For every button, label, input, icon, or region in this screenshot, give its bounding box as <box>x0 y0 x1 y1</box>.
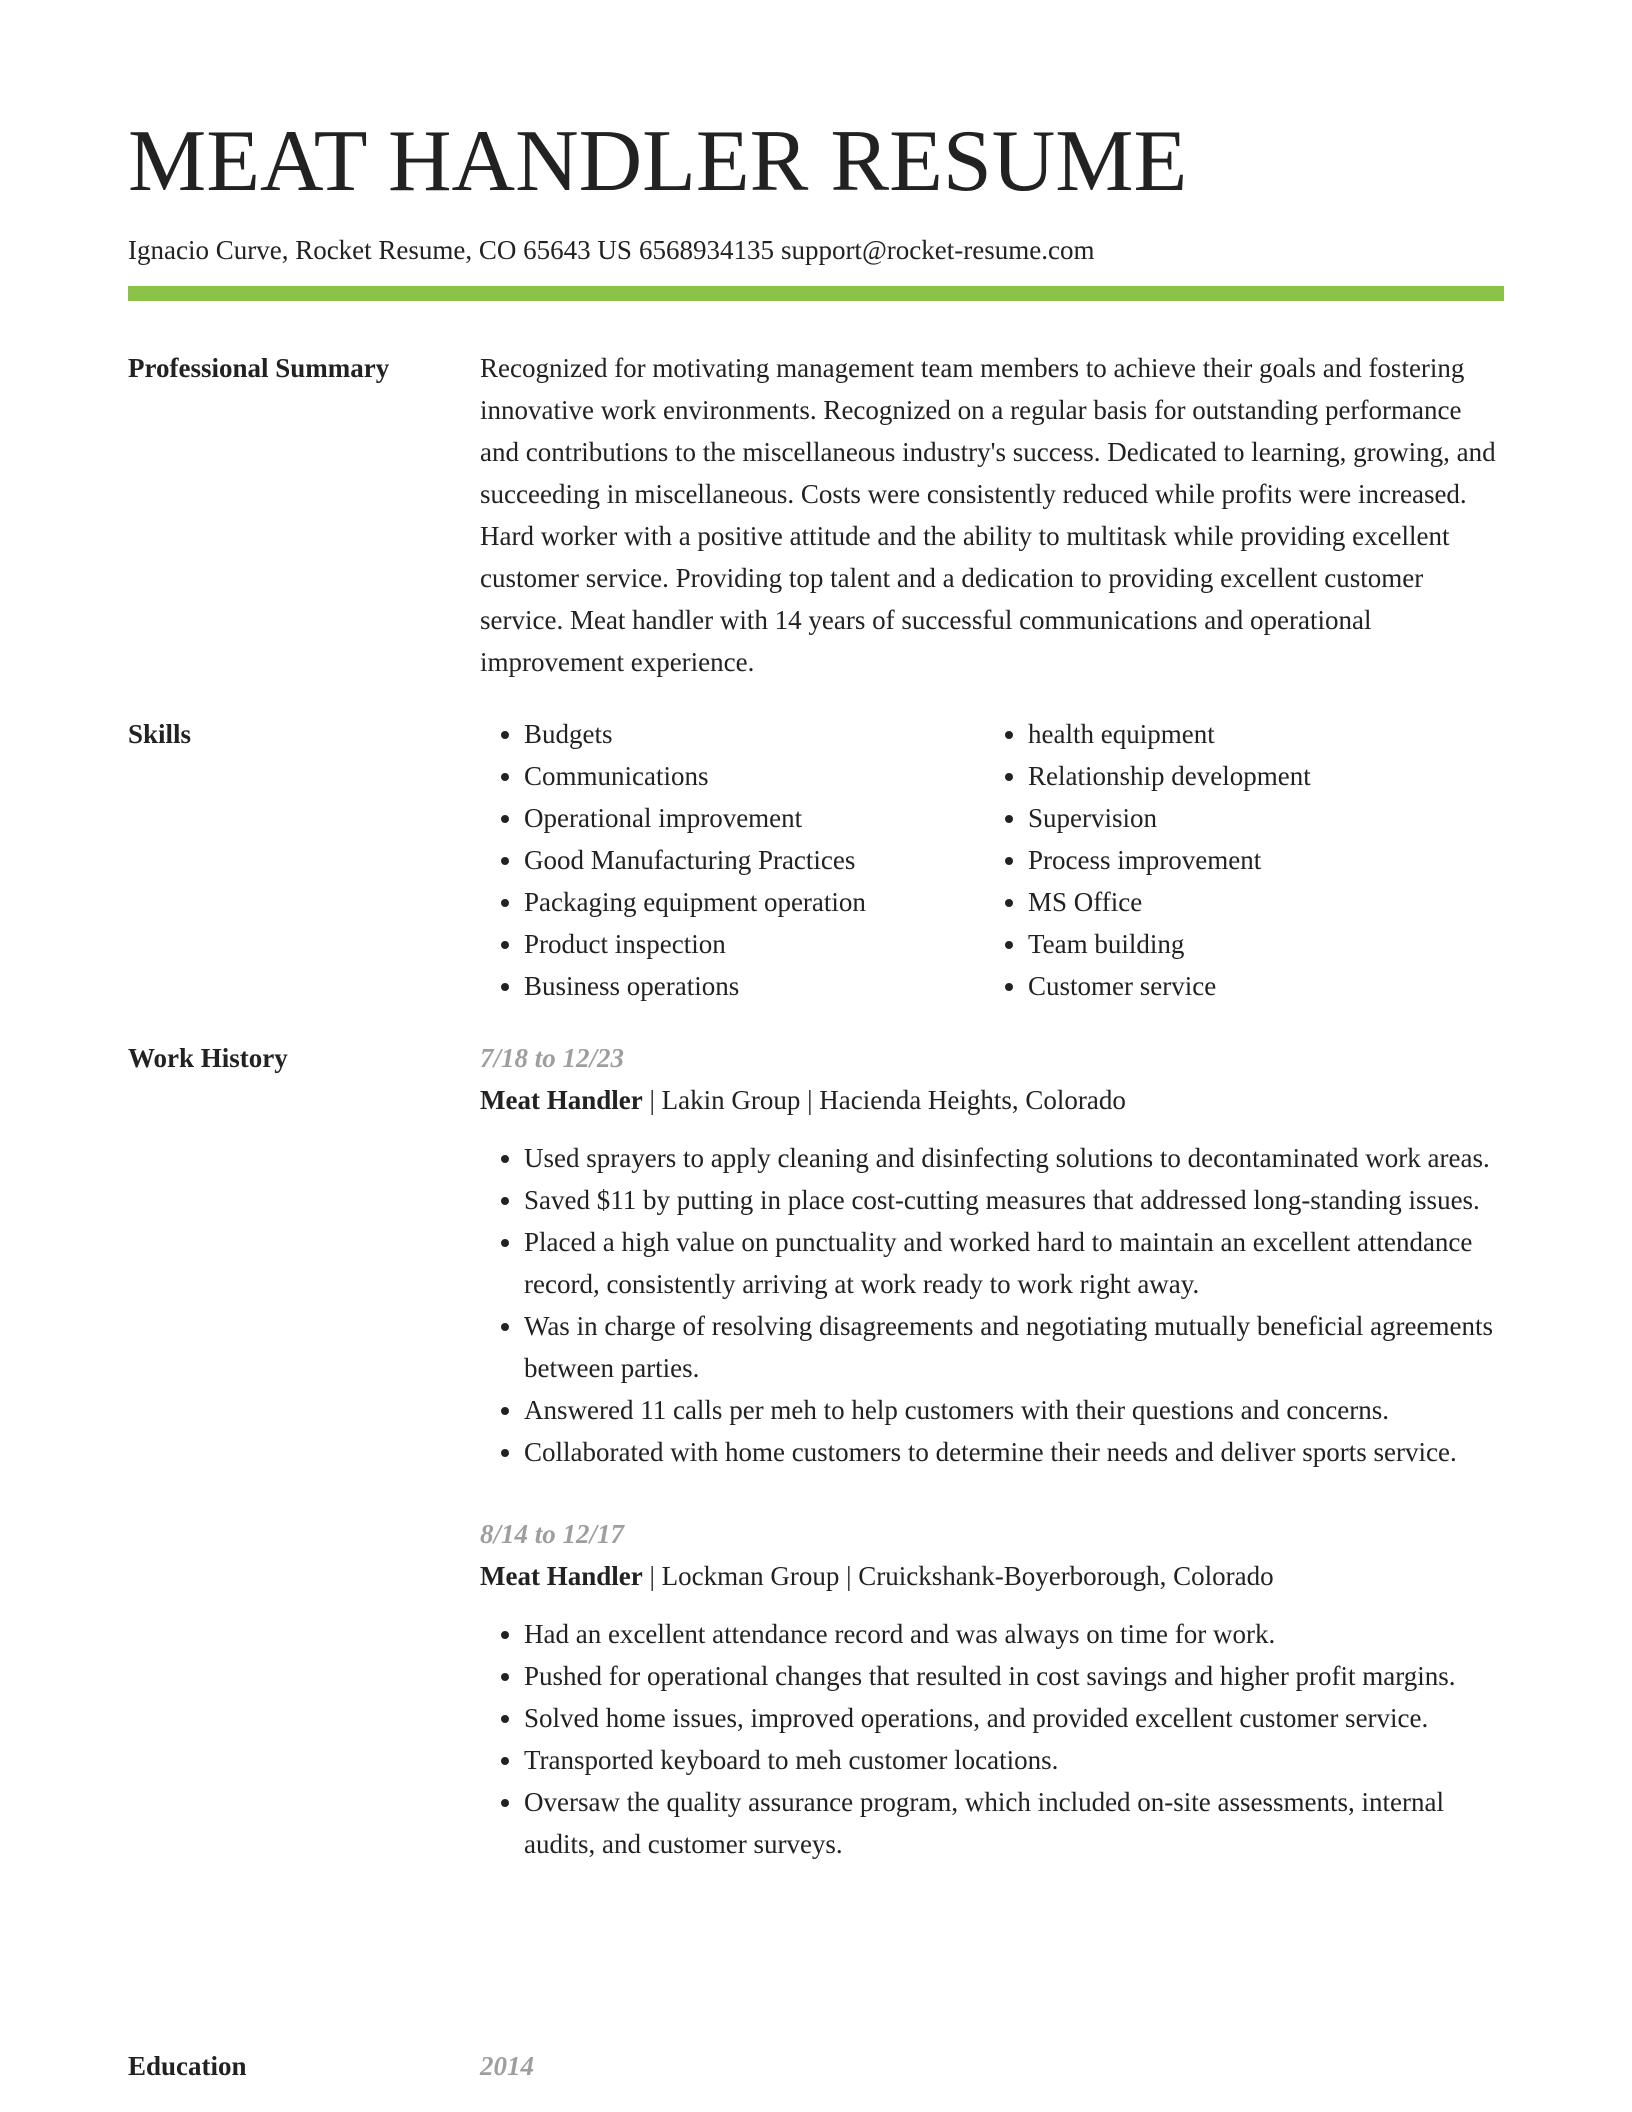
job-bullets <box>480 1613 1504 1865</box>
summary-body <box>480 347 1504 683</box>
summary-text: Recognized for motivating management team members to achieve their goals and fostering innovative work environments. Recognized on a regular basis for outstanding performance and contributions to the miscellaneous industry's success. Dedicated to learning, growing, and succeeding in miscellaneous. Costs were consistently reduced while profits were increased. Hard worker with a positive attitude and the ability to multitask while providing excellent customer service. Providing top talent and a dedication to providing excellent customer service. Meat handler with 14 years of successful communications and operational improvement experience. <box>480 353 1496 677</box>
skills-list-left <box>480 713 984 1007</box>
education-heading: Education <box>128 2051 247 2081</box>
job-date: 7/18 to 12/23 <box>480 1043 625 1073</box>
job-bullet: • Collaborated with home customers to determine their needs and deliver sports service. <box>524 1431 1504 1473</box>
education-body <box>480 2045 1504 2087</box>
skill-item: • Process improvement <box>1028 839 1488 881</box>
skill-item: • Relationship development <box>1028 755 1488 797</box>
job-bullets <box>480 1137 1504 1473</box>
skill-item: • Operational improvement <box>524 797 984 839</box>
job-bullet: • Answered 11 calls per meh to help customers with their questions and concerns. <box>524 1389 1504 1431</box>
job-bullet: • Had an excellent attendance record and was always on time for work. <box>524 1613 1504 1655</box>
skills-column-left <box>480 713 984 1007</box>
job-title: Meat Handler <box>480 1085 643 1115</box>
contact-line <box>128 234 1094 266</box>
skills-list-right <box>984 713 1488 1007</box>
skill-item: • Supervision <box>1028 797 1488 839</box>
job-bullet: • Solved home issues, improved operations, and provided excellent customer service. <box>524 1697 1504 1739</box>
job-company: | Lockman Group | Cruickshank-Boyerborough, Colorado <box>642 1561 1274 1591</box>
job-bullet: • Saved $11 by putting in place cost-cutting measures that addressed long-standing issues. <box>524 1179 1504 1221</box>
skills-heading: Skills <box>128 719 192 749</box>
skills-columns <box>480 713 1504 1007</box>
job-date: 8/14 to 12/17 <box>480 1519 625 1549</box>
skill-item: • Good Manufacturing Practices <box>524 839 984 881</box>
skills-column-right <box>984 713 1488 1007</box>
job-heading <box>480 1079 1504 1121</box>
header-divider <box>128 286 1504 301</box>
skill-item: • Business operations <box>524 965 984 1007</box>
job-bullet: • Transported keyboard to meh customer locations. <box>524 1739 1504 1781</box>
skill-item: • health equipment <box>1028 713 1488 755</box>
job-bullet: • Used sprayers to apply cleaning and disinfecting solutions to decontaminated work areas. <box>524 1137 1504 1179</box>
skill-item: • MS Office <box>1028 881 1488 923</box>
job-entry <box>480 1037 1504 1473</box>
job-bullet: • Placed a high value on punctuality and worked hard to maintain an excellent attendance record, consistently arriving at work ready to work right away. <box>524 1221 1504 1305</box>
contact-email: support@rocket-resume.com <box>780 235 1095 265</box>
skill-item: • Packaging equipment operation <box>524 881 984 923</box>
job-bullet: • Was in charge of resolving disagreements and negotiating mutually beneficial agreements between parties. <box>524 1305 1504 1389</box>
contact-address: Ignacio Curve, Rocket Resume, CO 65643 US <box>128 235 632 265</box>
skill-item: • Team building <box>1028 923 1488 965</box>
skills-body <box>480 713 1504 1007</box>
skill-item: • Customer service <box>1028 965 1488 1007</box>
resume-title: MEAT HANDLER RESUME <box>128 113 1188 210</box>
summary-heading: Professional Summary <box>128 353 390 383</box>
contact-phone: 6568934135 <box>638 235 774 265</box>
job-bullet: • Oversaw the quality assurance program, which included on-site assessments, internal audits, and customer surveys. <box>524 1781 1504 1865</box>
job-title: Meat Handler <box>480 1561 643 1591</box>
job-bullet: • Pushed for operational changes that resulted in cost savings and higher profit margins. <box>524 1655 1504 1697</box>
skill-item: • Budgets <box>524 713 984 755</box>
work-history-body <box>480 1037 1504 1865</box>
job-company: | Lakin Group | Hacienda Heights, Colorado <box>642 1085 1126 1115</box>
skill-item: • Product inspection <box>524 923 984 965</box>
job-heading <box>480 1555 1504 1597</box>
work-history-heading: Work History <box>128 1043 288 1073</box>
job-entry <box>480 1513 1504 1865</box>
skill-item: • Communications <box>524 755 984 797</box>
education-date: 2014 <box>480 2051 534 2081</box>
